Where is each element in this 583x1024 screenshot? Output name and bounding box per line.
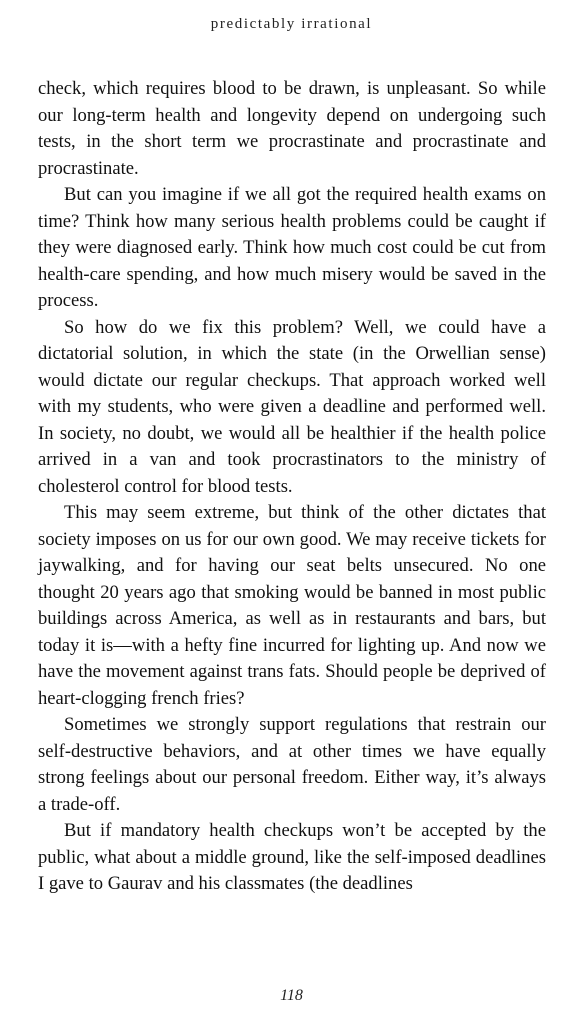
paragraph: But can you imagine if we all got the required health exams on time? Think how many serious health problems could be caught if they were diagnosed early. Think how much cost could be cut from health-care spending, and how much misery would be saved in the process. <box>38 184 546 311</box>
paragraph: Sometimes we strongly support regulations that restrain our self-destructive behaviors, and at other times we have equally strong feelings about our personal freedom. Either way, it’s always a trade-off. <box>38 714 546 815</box>
page-number: 118 <box>280 987 303 1004</box>
paragraph-continued: check, which requires blood to be drawn, is unpleasant. So while our long-term health and longevity depend on undergoing such tests, in the short term we procrastinate and procrastinate and procrastinate. <box>38 78 546 179</box>
paragraph: So how do we fix this problem? Well, we could have a dictatorial solution, in which the state (in the Orwellian sense) would dictate our regular checkups. That approach worked well with my students, who were given a deadline and performed well. In society, no doubt, we would all be healthier if the health police arrived in a van and took procrastinators to the ministry of cholesterol control for blood tests. <box>38 316 546 497</box>
paragraph: This may seem extreme, but think of the other dictates that society imposes on us for our own good. We may receive tickets for jaywalking, and for having our seat belts unsecured. No one thought 20 years ago that smoking would be banned in most public buildings across America, as well as in restaurants and bars, but today it is—with a hefty fine incurred for lighting up. And now we have the movement against trans fats. Should people be deprived of heart-clogging french fries? <box>38 502 546 709</box>
body-text <box>38 76 546 898</box>
paragraph: But if mandatory health checkups won’t be accepted by the public, what about a middle ground, like the self-imposed deadlines I gave to Gaurav and his classmates (the deadlines <box>38 820 546 894</box>
running-head: predictably irrational <box>210 16 373 32</box>
